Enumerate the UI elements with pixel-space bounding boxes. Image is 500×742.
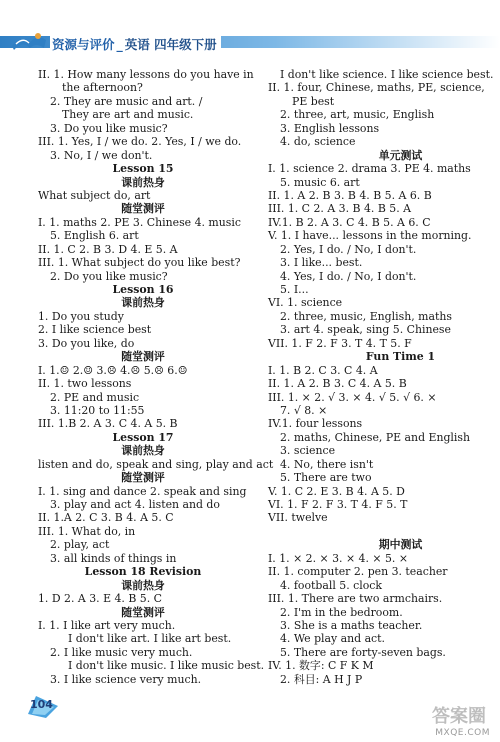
answer-line: II. 1. computer 2. pen 3. teacher [268,565,448,579]
answer-line: 5. There are forty-seven bags. [280,645,446,659]
section-heading: 随堂测评 [121,202,165,216]
book-logo-icon [8,28,48,52]
answer-line: II. 1. A 2. B 3. C 4. A 5. B [268,377,407,391]
answer-line: I don't like music. I like music best. [68,659,265,673]
answer-line: IV.1. B 2. A 3. C 4. B 5. A 6. C [268,215,431,229]
section-heading: Fun Time 1 [365,350,436,364]
section-heading: Lesson 16 [112,283,174,296]
answer-line: 7. √ 8. × [280,403,328,417]
answer-line: 2. maths, Chinese, PE and English [280,430,471,444]
answer-line: 2. They are music and art. / [50,94,203,108]
answer-line [268,525,493,538]
answer-line: 3. She is a maths teacher. [280,618,423,632]
answer-line: They are art and music. [62,108,194,122]
answer-line: 2. Yes, I do. / No, I don't. [280,242,417,256]
answer-line: 3. science [280,444,336,458]
subject-label: 英语 [124,37,150,52]
answer-line: 3. art 4. speak, sing 5. Chinese [280,323,451,337]
answer-line: 2. 科目: A H J P [280,672,363,686]
answer-line: I don't like art. I like art best. [68,632,232,646]
answer-line: I. 1. maths 2. PE 3. Chinese 4. music [38,215,241,229]
answer-line: III. 1.B 2. A 3. C 4. A 5. B [38,417,178,431]
answer-line: 5. music 6. art [280,175,360,189]
section-heading: 随堂测评 [121,471,165,485]
left-answer-column [38,68,274,686]
answer-line: V. 1. C 2. E 3. B 4. A 5. D [268,484,405,498]
answer-line: 5. There are two [280,471,372,485]
answer-line: VII. twelve [268,511,328,525]
answer-line: 2. PE and music [50,390,140,404]
section-heading: Lesson 15 [112,162,174,176]
answer-line: 2. I'm in the bedroom. [280,605,403,619]
answer-line: 3. I like science very much. [50,672,202,686]
answer-line: 3. 11:20 to 11:55 [50,403,145,417]
answer-line: listen and do, speak and sing, play and act [38,457,274,471]
section-heading: 课前热身 [121,296,165,310]
answer-line: 4. football 5. clock [280,578,382,592]
answer-line: What subject do, art [38,188,151,202]
answer-line: II. 1.A 2. C 3. B 4. A 5. C [38,511,174,525]
watermark-url: MXQE.COM [435,728,490,738]
answer-line: V. 1. I have... lessons in the morning. [268,229,472,243]
answer-line: 2. I like music very much. [50,645,193,659]
answer-line: VI. 1. F 2. F 3. T 4. F 5. T [268,498,408,511]
answer-line: 3. No, I / we don't. [50,148,153,162]
section-heading: Lesson 17 [112,430,174,444]
answer-line: 5. English 6. art [50,229,139,243]
answer-line: I. 1. sing and dance 2. speak and sing [38,484,247,498]
answer-line: 4. Yes, I do. / No, I don't. [280,269,417,283]
answer-line: IV.1. four lessons [268,417,363,431]
watermark-logo: 答案圈 [432,706,486,727]
answer-line: II. 1. C 2. B 3. D 4. E 5. A [38,242,178,256]
section-heading: Lesson 18 Revision [84,565,202,579]
answer-line: III. 1. C 2. A 3. B 4. B 5. A [268,202,412,216]
answer-line: II. 1. four, Chinese, maths, PE, science, [268,81,485,95]
answer-line: 4. No, there isn't [280,457,374,471]
right-answer-column [268,68,493,686]
answer-line: 1. D 2. A 3. E 4. B 5. C [38,592,162,606]
answer-line: 4. We play and act. [280,632,385,646]
header-title: 资源与评价 _ 英语 四年级下册 [50,35,221,53]
answer-line: III. 1. What do, in [38,524,136,538]
answer-line: 2. three, art, music, English [280,108,435,122]
answer-line: PE best [292,94,335,108]
answer-line: II. 1. A 2. B 3. B 4. B 5. A 6. B [268,188,432,202]
section-heading: 单元测试 [378,148,423,162]
page-header [0,0,500,62]
section-heading: 随堂测评 [121,350,165,364]
answer-line: 2. Do you like music? [50,269,168,283]
answer-line: 2. play, act [50,538,110,552]
section-heading: 随堂测评 [121,605,165,619]
answer-line: IV. 1. 数字: C F K M [268,659,374,673]
answer-line: I. 1. I like art very much. [38,618,176,632]
series-title: 资源与评价 [52,37,115,52]
grade-label: 四年级下册 [154,37,217,52]
answer-line: III. 1. × 2. √ 3. × 4. √ 5. √ 6. × [268,390,437,404]
answer-line: 3. play and act 4. listen and do [50,498,220,511]
answer-line: 5. I... [280,283,309,296]
answer-line: 1. Do you study [38,309,124,323]
answer-line: 3. English lessons [280,121,380,135]
answer-line: 3. Do you like, do [38,336,135,350]
answer-line: the afternoon? [62,81,143,95]
answer-line: 2. I like science best [38,323,152,337]
section-heading: 课前热身 [121,175,165,189]
answer-line: VI. 1. science [268,296,343,310]
page-number: 104 [30,698,53,711]
answer-line: 3. I like... best. [280,256,363,270]
answer-line: II. 1. How many lessons do you have in [38,68,254,81]
answer-line: 3. Do you like music? [50,121,168,135]
section-heading: 课前热身 [121,578,165,592]
answer-line: I don't like science. I like science best. [280,68,494,81]
answer-line: III. 1. What subject do you like best? [38,256,241,270]
answer-line: II. 1. two lessons [38,377,132,391]
answer-line: I. 1. science 2. drama 3. PE 4. maths [268,162,471,176]
section-heading: 期中测试 [378,538,423,552]
answer-line: I. 1. × 2. × 3. × 4. × 5. × [268,551,408,565]
answer-line: 4. do, science [280,135,356,149]
answer-line: 2. three, music, English, maths [280,309,452,323]
answer-line: I. 1. B 2. C 3. C 4. A [268,363,378,377]
answer-line: I. 1.☺ 2.☺ 3.☹ 4.☹ 5.☹ 6.☺ [38,363,188,377]
answer-line: VII. 1. F 2. F 3. T 4. T 5. F [268,336,412,350]
answer-line: 3. all kinds of things in [50,551,177,565]
section-heading: 课前热身 [121,444,165,458]
answer-line: III. 1. There are two armchairs. [268,592,443,606]
answer-line: III. 1. Yes, I / we do. 2. Yes, I / we do. [38,135,242,149]
